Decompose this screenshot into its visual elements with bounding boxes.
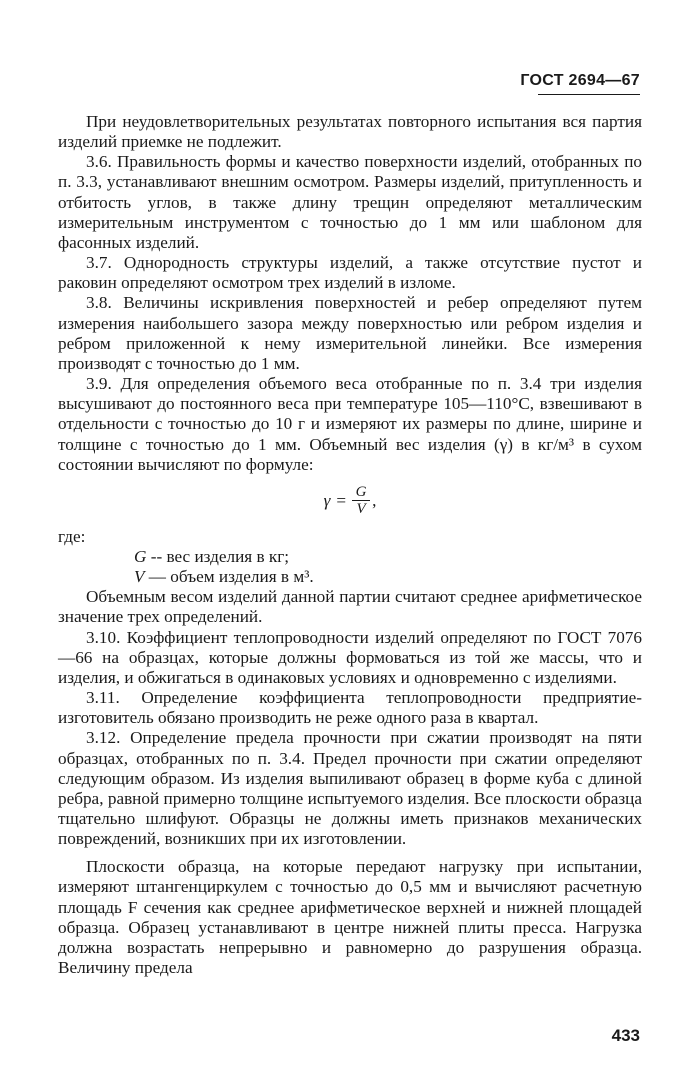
formula-lhs: γ	[323, 490, 331, 510]
paragraph-intro: При неудовлетворительных результатах повторного испытания вся партия изделий приемке не подлежит.	[58, 112, 642, 152]
definition-g-text: -- вес изделия в кг;	[146, 546, 290, 566]
density-formula	[58, 475, 642, 527]
paragraph-measurement: Плоскости образца, на которые передают нагрузку при испытании, измеряют штангенциркулем с точностью до 0,5 мм и вычисляют расчетную площадь F сечения как среднее арифметическое верхней и нижней площадей образца. Образец устанавливают в центре нижней плиты пресса. Нагрузка должна возрастать непрерывно и равномерно до разрушения образца. Величину предела	[58, 857, 642, 978]
formula-numerator: G	[355, 484, 367, 501]
where-label: где:	[58, 526, 86, 546]
definition-v-text: — объем изделия в м³.	[144, 567, 314, 587]
definition-g-symbol: G	[134, 546, 147, 566]
paragraph-3-10: 3.10. Коэффициент теплопроводности изделий определяют по ГОСТ 7076—66 на образцах, которые должны формоваться из той же массы, что и изделия, и обжигаться в одинаковых условиях и одновременно с изделиями.	[58, 627, 642, 687]
paragraph-3-9: 3.9. Для определения объемого веса отобранные по п. 3.4 три изделия высушивают до постоянного веса при температуре 105—110°С, взвешивают в отдельности с точностью до 10 г и измеряют их размеры по длине, ширине и толщине с точностью до 1 мм. Объемный вес изделия (γ) в кг/м³ в сухом состоянии вычисляют по формуле:	[58, 374, 642, 474]
paragraph-3-8: 3.8. Величины искривления поверхностей и ребер определяют путем измерения наибольшего зазора между поверхностью или ребром изделия и ребром приложенной к нему измерительной линейки. Все измерения производят с точностью до 1 мм.	[58, 293, 642, 373]
header-rule	[538, 94, 640, 95]
definition-v-symbol: V	[134, 567, 145, 587]
definition-g	[58, 547, 642, 567]
paragraph-3-11: 3.11. Определение коэффициента теплопроводности предприятие-изготовитель обязано производить не реже одного раза в квартал.	[58, 688, 642, 728]
paragraph-3-7: 3.7. Однородность структуры изделий, а также отсутствие пустот и раковин определяют осмотром трех изделий в изломе.	[58, 253, 642, 293]
paragraph-3-12: 3.12. Определение предела прочности при сжатии производят на пяти образцах, отобранных по п. 3.4. Предел прочности при сжатии определяют следующим образом. Из изделия выпиливают образец в форме куба с длиной ребра, равной примерно толщине испытуемого изделия. Все плоскости образца тщательно шлифуют. Образцы не должны иметь признаков механических повреждений, возникших при их изготовлении.	[58, 728, 642, 849]
page-number: 433	[611, 1026, 640, 1045]
paragraph-3-6: 3.6. Правильность формы и качество поверхности изделий, отобранных по п. 3.3, устанавливают внешним осмотром. Размеры изделий, притупленность и отбитость углов, в также длину трещин определяют металлическим измерительным инструментом с точностью до 1 мм или шаблоном для фасонных изделий.	[58, 152, 642, 252]
paragraph-average: Объемным весом изделий данной партии считают среднее арифметическое значение трех определений.	[58, 587, 642, 627]
standard-header: ГОСТ 2694—67	[520, 72, 640, 89]
definition-v	[58, 567, 642, 587]
formula-denominator: V	[356, 501, 366, 518]
formula-equals: =	[336, 490, 347, 510]
body-text	[58, 112, 642, 978]
formula-trail: ,	[372, 490, 377, 510]
formula-fraction	[352, 484, 370, 517]
